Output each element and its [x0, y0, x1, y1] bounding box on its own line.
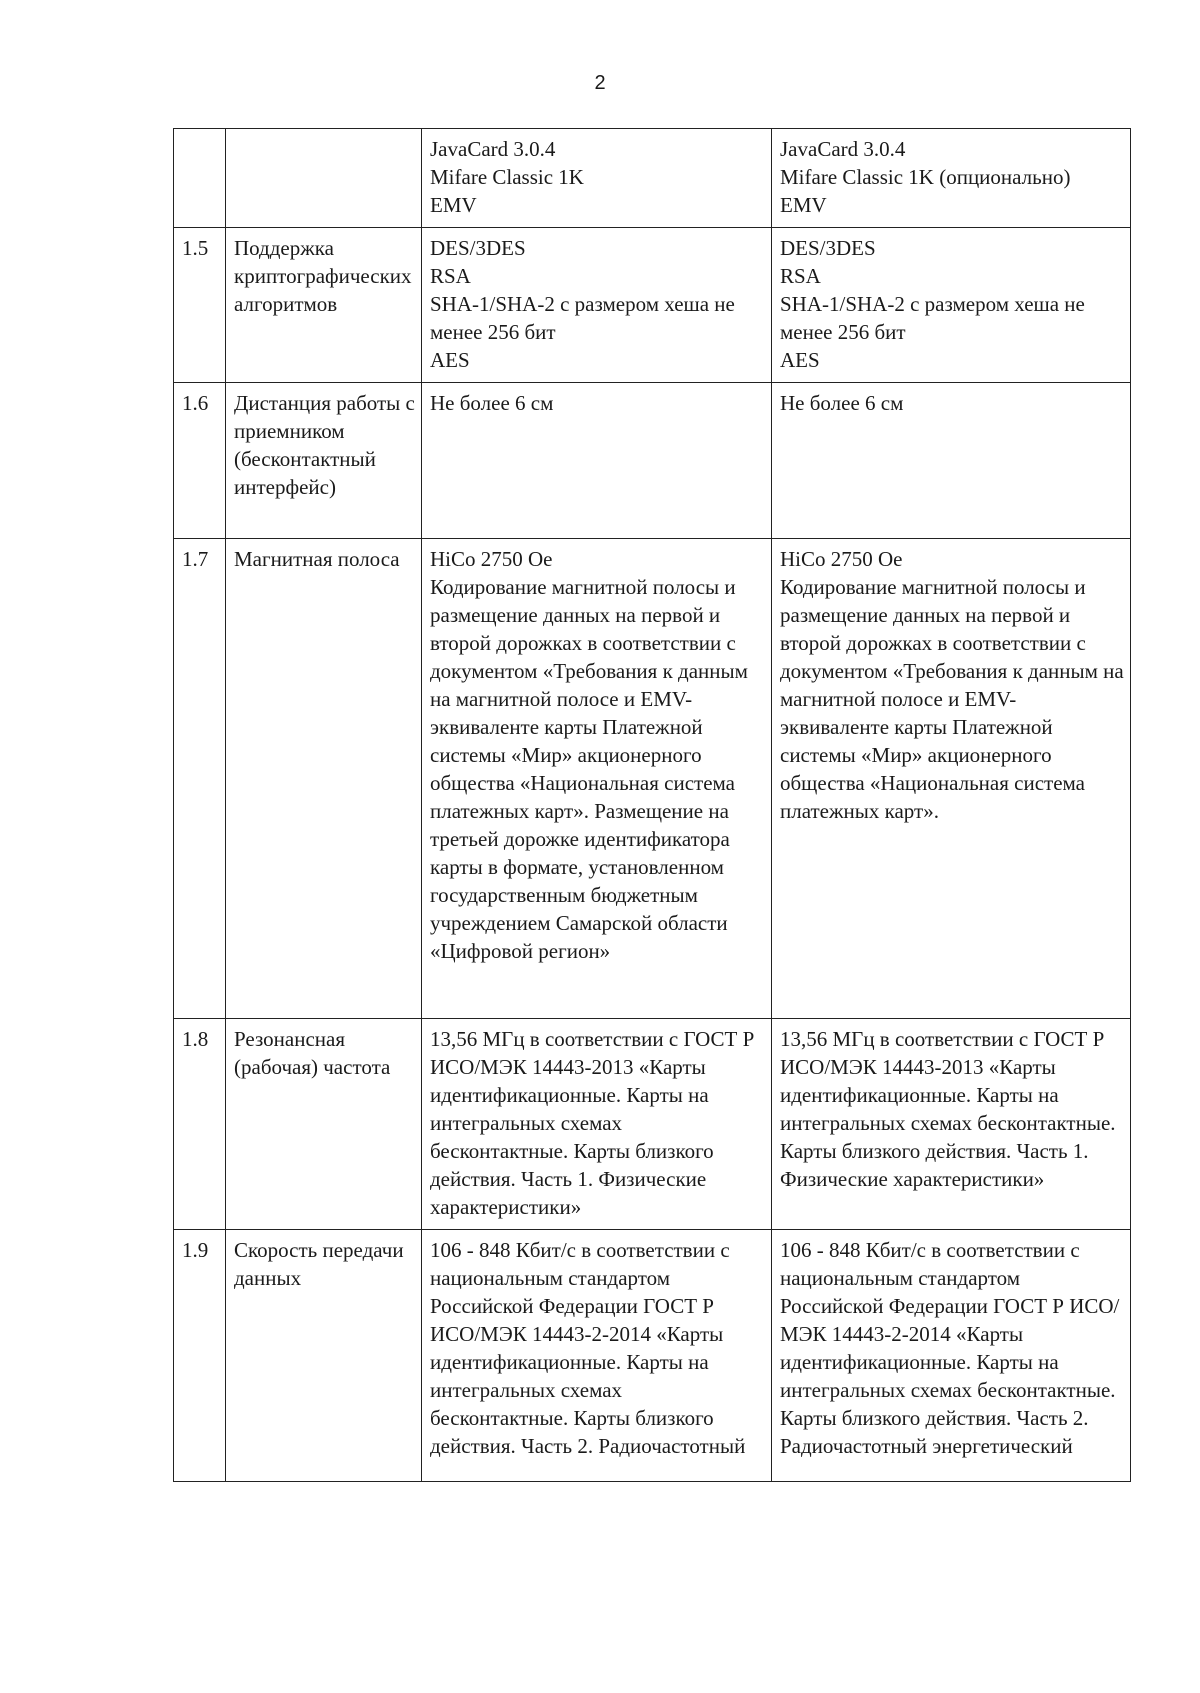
cell-line: EMV [430, 193, 477, 217]
cell-line: 13,56 МГц в соответствии с ГОСТ Р ИСО/МЭК 14443-2013 «Карты идентификационные. Карты на интегральных схемах бесконтактные. Карты близкого действия. Часть 1. Физические характеристики» [430, 1027, 760, 1219]
row-value-b [772, 1019, 1131, 1230]
cell-line: DES/3DES [780, 236, 876, 260]
table-row [174, 539, 1131, 1019]
row-number: 1.8 [174, 1019, 226, 1230]
row-value-a [422, 383, 772, 539]
table-row [174, 1019, 1131, 1230]
cell-line: JavaCard 3.0.4 [780, 137, 906, 161]
row-value-b [772, 383, 1131, 539]
cell-line: SHA-1/SHA-2 с размером хеша не менее 256 бит [780, 292, 1091, 344]
cell-line: HiCo 2750 Oe [780, 547, 903, 571]
cell-line: Не более 6 см [780, 391, 904, 415]
cell-line: SHA-1/SHA-2 с размером хеша не менее 256 бит [430, 292, 741, 344]
row-value-b [772, 539, 1131, 1019]
cell-line: DES/3DES [430, 236, 526, 260]
header-name-cell [226, 129, 422, 228]
row-value-a [422, 1230, 772, 1482]
row-number: 1.6 [174, 383, 226, 539]
table-row [174, 228, 1131, 383]
row-value-a [422, 539, 772, 1019]
header-col-b [772, 129, 1131, 228]
row-parameter-name: Скорость передачи данных [226, 1230, 422, 1482]
row-parameter-name: Резонансная (рабочая) частота [226, 1019, 422, 1230]
row-parameter-name: Поддержка криптографических алгоритмов [226, 228, 422, 383]
row-parameter-name: Дистанция работы с приемником (бесконтактный интерфейс) [226, 383, 422, 539]
cell-line: Mifare Classic 1K (опционально) [780, 165, 1071, 189]
cell-line: RSA [430, 264, 471, 288]
header-col-a [422, 129, 772, 228]
table-row [174, 1230, 1131, 1482]
row-value-a [422, 228, 772, 383]
cell-line: 106 - 848 Кбит/с в соответствии с национальным стандартом Российской Федерации ГОСТ Р ИСО/МЭК 14443-2-2014 «Карты идентификационные. Карты на интегральных схемах бесконтактные. Карты близкого действия. Часть 2. Радиочастотный [430, 1238, 746, 1458]
row-value-b [772, 228, 1131, 383]
cell-line: EMV [780, 193, 827, 217]
cell-line: Кодирование магнитной полосы и размещение данных на первой и второй дорожках в соответствии с документом «Требования к данным на магнитной полосе и EMV-эквиваленте карты Платежной системы «Мир» акционерного общества «Национальная система платежных карт». [780, 575, 1129, 823]
cell-line: 13,56 МГц в соответствии с ГОСТ Р ИСО/МЭК 14443-2013 «Карты идентификационные. Карты на интегральных схемах бесконтактные. Карты близкого действия. Часть 1. Физические характеристики» [780, 1027, 1121, 1191]
cell-line: RSA [780, 264, 821, 288]
row-number: 1.7 [174, 539, 226, 1019]
cell-line: Mifare Classic 1K [430, 165, 584, 189]
cell-line: HiCo 2750 Oe [430, 547, 553, 571]
cell-line: AES [430, 348, 470, 372]
table-row [174, 383, 1131, 539]
page-number: 2 [594, 72, 606, 94]
row-number: 1.9 [174, 1230, 226, 1482]
row-number: 1.5 [174, 228, 226, 383]
table-header-row [174, 129, 1131, 228]
specification-table [173, 128, 1131, 1482]
row-parameter-name: Магнитная полоса [226, 539, 422, 1019]
cell-line: AES [780, 348, 820, 372]
header-num-cell [174, 129, 226, 228]
cell-line: Не более 6 см [430, 391, 554, 415]
cell-line: 106 - 848 Кбит/с в соответствии с национальным стандартом Российской Федерации ГОСТ Р ИСО/МЭК 14443-2-2014 «Карты идентификационные. Карты на интегральных схемах бесконтактные. Карты близкого действия. Часть 2. Радиочастотный энергетический [780, 1238, 1121, 1458]
cell-line: Кодирование магнитной полосы и размещение данных на первой и второй дорожках в соответствии с документом «Требования к данным на магнитной полосе и EMV-эквиваленте карты Платежной системы «Мир» акционерного общества «Национальная система платежных карт». Размещение на третьей дорожке идентификатора карты в формате, установленном государственным бюджетным учреждением Самарской области «Цифровой регион» [430, 575, 754, 963]
cell-line: JavaCard 3.0.4 [430, 137, 556, 161]
row-value-a [422, 1019, 772, 1230]
row-value-b [772, 1230, 1131, 1482]
